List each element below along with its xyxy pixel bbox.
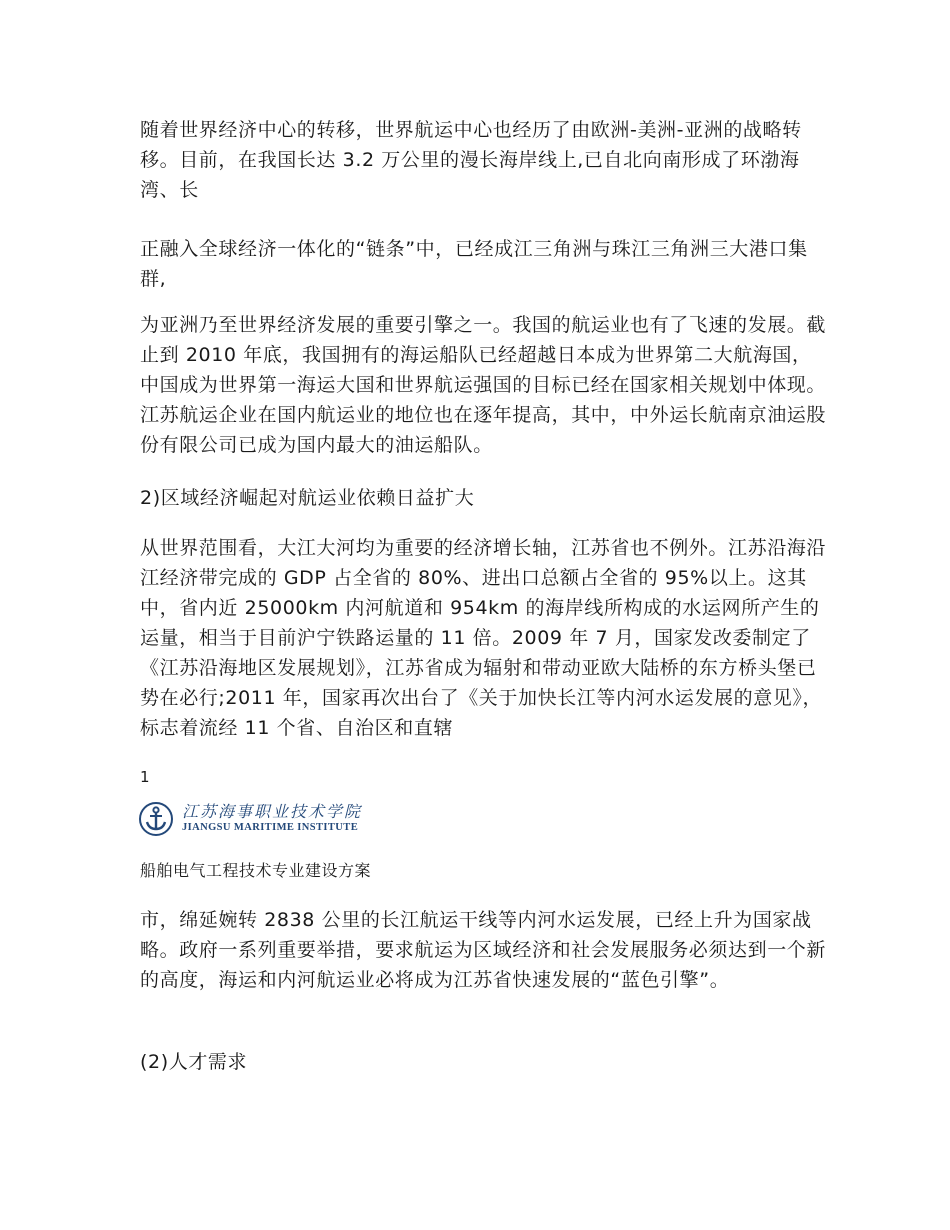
paragraph-yangtze-strategy: 市，绵延婉转 2838 公里的长江航运干线等内河水运发展，已经上升为国家战略。政府一系列重要举措，要求航运为区域经济和社会发展服务必须达到一个新的高度，海运和内河航运业必将成为江苏省快速发展的“蓝色引擎”。 bbox=[140, 909, 827, 991]
page-number: 1 bbox=[140, 768, 150, 786]
section-heading-regional-economy: 2)区域经济崛起对航运业依赖日益扩大 bbox=[140, 487, 475, 509]
anchor-emblem-icon bbox=[138, 801, 174, 837]
paragraph-jiangsu-waterways: 从世界范围看，大江大河均为重要的经济增长轴，江苏省也不例外。江苏沿海沿江经济带完成的 GDP 占全省的 80%、进出口总额占全省的 95%以上。这其中，省内近 25000km 内河航道和 954km 的海岸线所构成的水运网所产生的运量，相当于目前沪宁铁路运量的 11 倍。2009 年 7 月，国家发改委制定了《江苏沿海地区发展规划》，江苏省成为辐射和带动亚欧大陆桥的东方桥头堡已势在必行;2011 年，国家再次出台了《关于加快长江等内河水运发展的意见》，标志着流经 11 个省、自治区和直辖 bbox=[140, 537, 827, 739]
paragraph-shipping-growth: 为亚洲乃至世界经济发展的重要引擎之一。我国的航运业也有了飞速的发展。截止到 2010 年底，我国拥有的海运船队已经超越日本成为世界第二大航海国，中国成为世界第一海运大国和世界航运强国的目标已经在国家相关规划中体现。江苏航运企业在国内航运业的地位也在逐年提高，其中，中外运长航南京油运股份有限公司已成为国内最大的油运船队。 bbox=[140, 314, 827, 456]
institute-logo bbox=[138, 800, 368, 838]
logo-chinese-name: 江苏海事职业技术学院 bbox=[182, 802, 363, 822]
section-heading-talent-demand: (2)人才需求 bbox=[140, 1051, 248, 1073]
paragraph-global-economy-chain: 正融入全球经济一体化的“链条”中，已经成江三角洲与珠江三角洲三大港口集群, bbox=[140, 238, 808, 290]
logo-english-name: JIANGSU MARITIME INSTITUTE bbox=[182, 822, 359, 834]
paragraph-shipping-center-shift: 随着世界经济中心的转移，世界航运中心也经历了由欧洲-美洲-亚洲的战略转移。目前，在我国长达 3.2 万公里的漫长海岸线上,已自北向南形成了环渤海湾、长 bbox=[140, 119, 802, 201]
document-header-title: 船舶电气工程技术专业建设方案 bbox=[140, 861, 372, 880]
